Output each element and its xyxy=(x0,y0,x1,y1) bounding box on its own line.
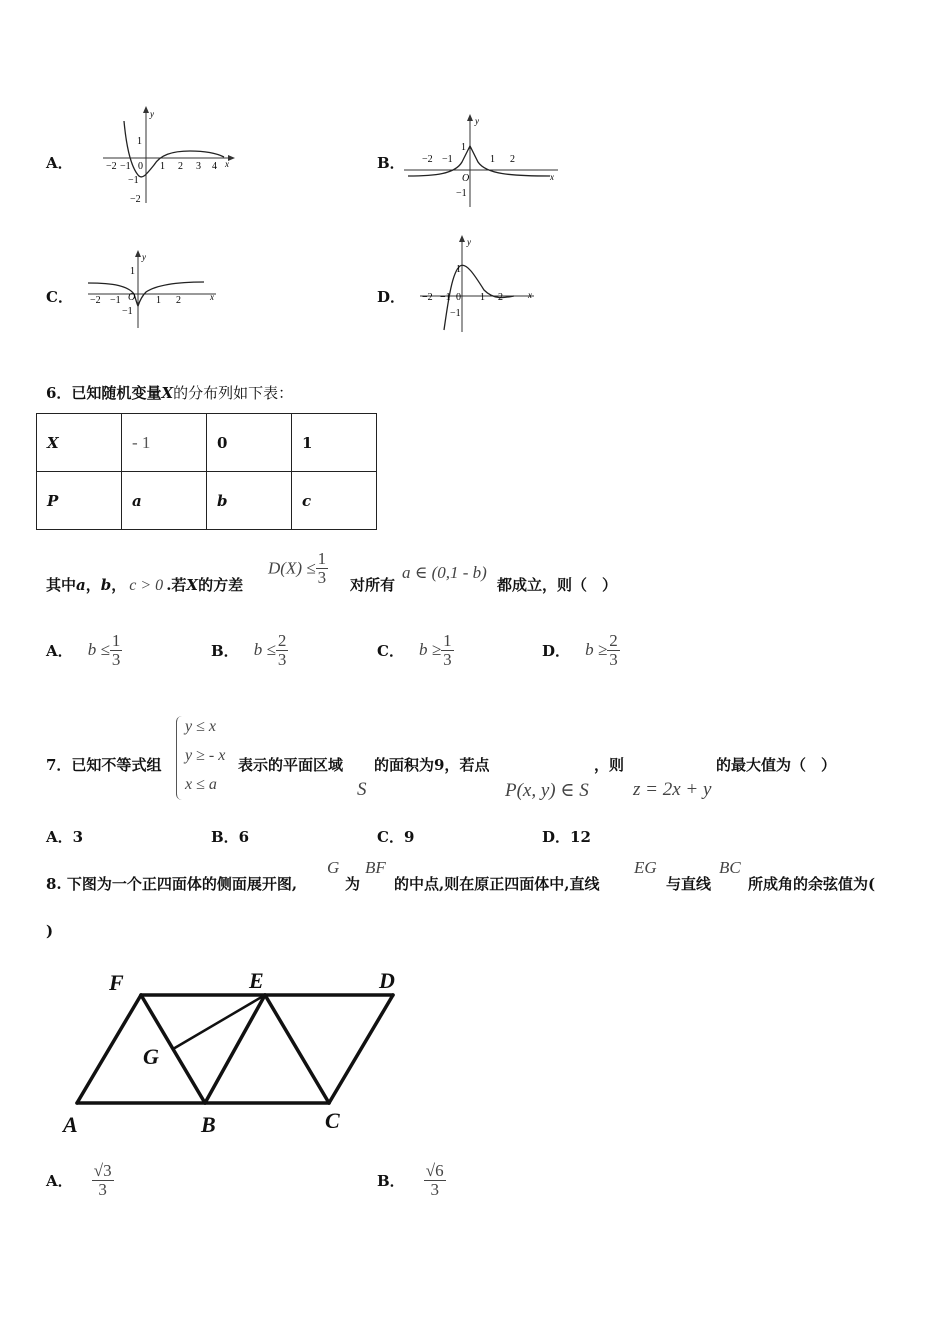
q8-point-g: G xyxy=(327,858,340,877)
q6-cond-text: 对所有 xyxy=(350,576,396,594)
fraction-denominator: 3 xyxy=(430,1179,439,1199)
q7-stem-mid3: ，则 xyxy=(594,756,625,774)
graph-c-label: C． xyxy=(46,288,73,306)
graph-a-tick: −2 xyxy=(106,161,117,172)
fraction-denominator: 3 xyxy=(277,649,287,669)
option-label: A． xyxy=(46,1171,73,1190)
q6-option-c[interactable] xyxy=(377,632,454,669)
graph-c-tick: −2 xyxy=(90,295,101,306)
table-cell: X xyxy=(37,414,122,472)
q6-cond-c-expr: c > 0 xyxy=(129,577,164,594)
graph-c-tick: −1 xyxy=(122,306,133,317)
q8-stem-4: 与直线 xyxy=(666,875,712,893)
table-cell: a xyxy=(122,472,207,530)
q8-line-bc: BC xyxy=(719,858,741,877)
graph-a-tick: 4 xyxy=(212,161,217,172)
option-fraction xyxy=(441,632,454,669)
q8-label-e: E xyxy=(249,968,264,993)
q8-line-eg: EG xyxy=(634,858,657,877)
graph-d-axis-label: x xyxy=(528,290,532,300)
q8-edge-af xyxy=(77,995,141,1103)
graph-b-tick: 1 xyxy=(461,142,466,153)
q8-net-figure xyxy=(55,960,415,1140)
q7-option-c[interactable]: C．9 xyxy=(377,828,415,846)
q6-a-range xyxy=(402,563,487,583)
graph-a-tick: 3 xyxy=(196,161,201,172)
option-lhs: b ≥ xyxy=(585,640,608,660)
option-fraction xyxy=(92,1162,114,1199)
graph-c-y-arrow xyxy=(135,250,141,257)
option-label: B． xyxy=(211,641,239,660)
graph-b-tick: −1 xyxy=(456,188,467,199)
fraction-numerator: 1 xyxy=(111,631,121,650)
graph-c-tick: 2 xyxy=(176,295,181,306)
fraction-numerator: √3 xyxy=(93,1161,112,1180)
graph-c xyxy=(84,248,224,330)
option-label: D． xyxy=(542,641,571,660)
graph-b xyxy=(400,110,565,210)
graph-b-axis-label: x xyxy=(550,172,554,182)
option-label: B． xyxy=(377,1171,405,1190)
option-lhs: b ≤ xyxy=(87,640,110,660)
q6-stem-suffix: 的分布列如下表： xyxy=(173,384,294,402)
fraction-denominator: 3 xyxy=(317,567,327,587)
q8-stem-3: 的中点,则在原正四面体中,直线 xyxy=(394,875,600,893)
option-label: A． xyxy=(46,641,73,660)
graph-a-tick: 1 xyxy=(160,161,165,172)
graph-b-tick: 1 xyxy=(490,154,495,165)
graph-b-tick: 2 xyxy=(510,154,515,165)
q6-cond-var-b: b xyxy=(100,576,112,594)
graph-a-y-arrow xyxy=(143,106,149,113)
option-fraction xyxy=(110,632,123,669)
q6-cond-var-a: a xyxy=(76,576,86,594)
graph-c-tick: 1 xyxy=(130,266,135,277)
q6-cond-text: 其中 xyxy=(46,576,77,594)
q8-label-f: F xyxy=(109,970,124,995)
q7-objective-expr: z = 2x + y xyxy=(633,779,712,800)
q7-option-b[interactable]: B．6 xyxy=(211,828,250,846)
q7-inequality: x ≤ a xyxy=(185,776,217,793)
table-cell: - 1 xyxy=(122,414,207,472)
graph-d-tick: −1 xyxy=(440,292,451,303)
graph-b-tick: −1 xyxy=(442,154,453,165)
q8-label-c: C xyxy=(325,1108,340,1133)
graph-a-tick: 0 xyxy=(138,161,143,172)
graph-d-curve xyxy=(444,265,514,330)
graph-d-y-arrow xyxy=(459,235,465,242)
table-cell: 1 xyxy=(292,414,377,472)
q8-stem-2: 为 xyxy=(345,875,361,893)
fraction-numerator: 1 xyxy=(443,631,452,650)
graph-b-axis-label: y xyxy=(475,116,479,126)
fraction-denominator: 3 xyxy=(609,649,618,669)
table-cell: P xyxy=(37,472,122,530)
graph-d-tick: 2 xyxy=(498,292,503,303)
q8-label-b: B xyxy=(201,1112,216,1137)
q7-option-a[interactable]: A．3 xyxy=(46,828,84,846)
graph-a-tick: 2 xyxy=(178,161,183,172)
graph-a-axis-label: x xyxy=(225,159,229,169)
q7-option-d[interactable]: D．12 xyxy=(542,828,591,846)
q6-cond-sep: ， xyxy=(85,576,101,594)
q7-inequality-system xyxy=(176,716,239,800)
q7-region-s: S xyxy=(357,779,367,800)
graph-a-tick: −1 xyxy=(120,161,131,172)
fraction-denominator: 3 xyxy=(443,649,452,669)
q6-option-a[interactable] xyxy=(46,632,122,669)
table-row xyxy=(37,472,377,530)
q8-label-g: G xyxy=(143,1044,159,1069)
fraction-numerator: 1 xyxy=(317,549,327,568)
option-lhs: b ≤ xyxy=(253,640,276,660)
graph-a-tick: −2 xyxy=(130,194,141,205)
option-fraction xyxy=(607,632,620,669)
graph-b-tick: −2 xyxy=(422,154,433,165)
q6-distribution-table xyxy=(36,413,377,530)
q6-cond-text: .若 xyxy=(166,576,187,594)
fraction-numerator: 2 xyxy=(277,631,287,650)
graph-a-tick: −1 xyxy=(128,175,139,186)
graph-d-tick: −1 xyxy=(450,308,461,319)
option-label: C． xyxy=(377,641,404,660)
graph-a-axis-label: y xyxy=(150,109,154,119)
fraction-denominator: 3 xyxy=(98,1179,107,1199)
q8-option-a[interactable] xyxy=(46,1162,114,1199)
q8-stem-1: 8. 下图为一个正四面体的侧面展开图, xyxy=(46,875,298,893)
q6-condition-a xyxy=(46,574,243,595)
graph-b-label: B． xyxy=(377,154,405,172)
q7-stem-mid1: 表示的平面区域 xyxy=(238,756,344,774)
graph-d-tick: −2 xyxy=(422,292,433,303)
graph-d-label: D． xyxy=(377,288,406,306)
q8-stem-6: ) xyxy=(46,922,54,940)
graph-b-y-arrow xyxy=(467,114,473,121)
q6-variance-fraction xyxy=(316,550,329,587)
graph-c-axis-label: x xyxy=(210,292,214,302)
graph-c-tick: −1 xyxy=(110,295,121,306)
graph-d-axis-label: y xyxy=(467,237,471,247)
q6-option-d[interactable] xyxy=(542,632,620,669)
q8-segment-bf: BF xyxy=(365,858,386,877)
q8-label-a: A xyxy=(63,1112,78,1137)
q8-option-b[interactable] xyxy=(377,1162,446,1199)
q6-stem-var: X xyxy=(161,384,174,402)
graph-d-tick: 1 xyxy=(456,264,461,275)
graph-b-origin: O xyxy=(462,173,470,184)
q6-stem-prefix: 6．已知随机变量 xyxy=(46,384,162,402)
q6-condition-b xyxy=(350,574,395,595)
q8-edge-ec xyxy=(265,995,329,1103)
q8-edge-cd xyxy=(329,995,393,1103)
fraction-numerator: 2 xyxy=(609,631,618,650)
q6-cond-sep: ， xyxy=(111,576,127,594)
option-fraction xyxy=(424,1162,446,1199)
graph-c-tick: 1 xyxy=(156,295,161,306)
q7-inequality: y ≥ - x xyxy=(185,747,226,764)
q6-variance-lhs: D(X) ≤ xyxy=(268,558,316,578)
graph-a-label: A． xyxy=(46,154,73,172)
graph-d-tick: 1 xyxy=(480,292,485,303)
q6-condition-c xyxy=(497,574,617,595)
q6-cond-var-x: X xyxy=(186,576,199,594)
graph-d xyxy=(414,232,544,334)
q7-point-expr: P(x, y) ∈ S xyxy=(505,780,589,801)
q7-stem-start: 7．已知不等式组 xyxy=(46,756,162,774)
fraction-denominator: 3 xyxy=(111,649,121,669)
option-fraction xyxy=(276,632,289,669)
graph-d-tick: 0 xyxy=(456,292,461,303)
q6-cond-text: 都成立，则（ ） xyxy=(497,576,618,594)
q7-stem-end: 的最大值为（ ） xyxy=(716,756,837,774)
table-cell: b xyxy=(207,472,292,530)
graph-a-x-arrow xyxy=(228,155,235,161)
q7-inequality: y ≤ x xyxy=(185,718,216,735)
option-lhs: b ≥ xyxy=(419,640,442,660)
q8-label-d: D xyxy=(379,968,395,993)
graph-a xyxy=(98,103,238,208)
fraction-numerator: √6 xyxy=(425,1161,444,1180)
q6-cond-text: 的方差 xyxy=(198,576,244,594)
graph-c-origin: O xyxy=(128,292,136,303)
table-cell: 0 xyxy=(207,414,292,472)
q8-stem-5: 所成角的余弦值为( xyxy=(748,875,876,893)
graph-c-axis-label: y xyxy=(142,252,146,262)
q6-option-b[interactable] xyxy=(211,632,288,669)
table-row xyxy=(37,414,377,472)
table-cell: c xyxy=(292,472,377,530)
q7-stem-mid2: 的面积为9，若点 xyxy=(374,756,490,774)
q6-stem xyxy=(46,382,293,403)
q6-variance-expr xyxy=(268,550,328,587)
q6-a-range-expr: a ∈ (0,1 - b) xyxy=(402,563,487,582)
graph-a-tick: 1 xyxy=(137,136,142,147)
